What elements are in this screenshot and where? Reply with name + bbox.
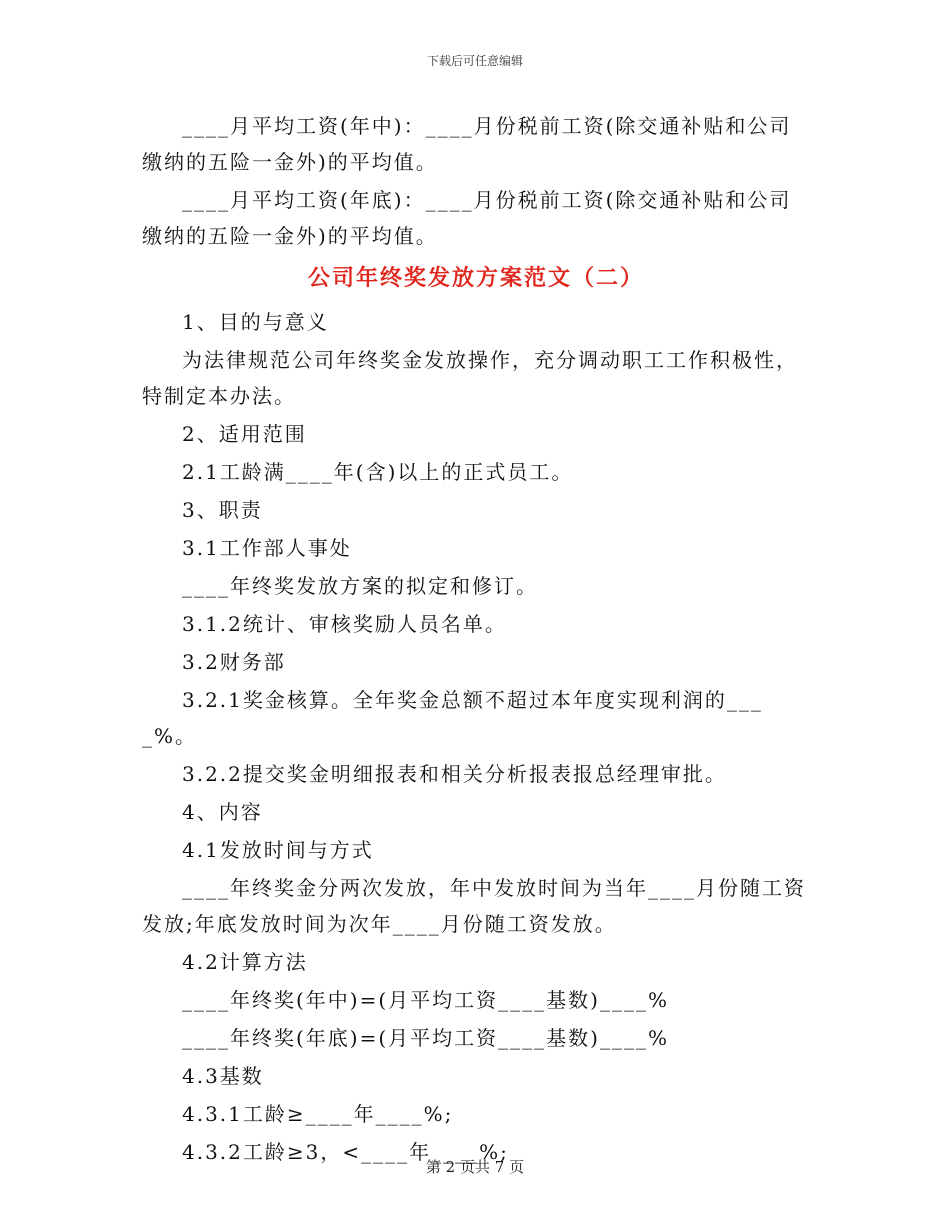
page-footer: 第 2 页共 7 页 [425, 1158, 525, 1176]
paragraph: 2.1工龄满____年(含)以上的正式员工。 [182, 460, 574, 484]
paragraph: 4.3.1工龄≥____年____%; [182, 1102, 454, 1126]
paragraph: 3.1工作部人事处 [182, 536, 352, 560]
page-header: 下载后可任意编辑 [426, 54, 523, 68]
paragraph: ____年终奖(年中)=(月平均工资____基数)____% [182, 988, 669, 1012]
heading-content: 4、内容 [182, 800, 263, 824]
section-title: 公司年终奖发放方案范文（二） [307, 265, 644, 291]
paragraph: ____年终奖(年底)=(月平均工资____基数)____% [182, 1026, 669, 1050]
paragraph: ____年终奖发放方案的拟定和修订。 [182, 574, 538, 598]
paragraph: 3.1.2统计、审核奖励人员名单。 [182, 612, 507, 636]
heading-duties: 3、职责 [182, 498, 263, 522]
paragraph: ____年终奖金分两次发放，年中发放时间为当年____月份随工资发放;年底发放时间为次年____月份随工资发放。 [142, 876, 806, 936]
paragraph: 为法律规范公司年终奖金发放操作，充分调动职工工作积极性，特制定本办法。 [142, 348, 798, 408]
paragraph: 4.3基数 [182, 1064, 264, 1088]
paragraph: 4.1发放时间与方式 [182, 838, 374, 862]
paragraph: 3.2.2提交奖金明细报表和相关分析报表报总经理审批。 [182, 762, 727, 786]
paragraph: ____月平均工资(年底)：____月份税前工资(除交通补贴和公司缴纳的五险一金外)的平均值。 [142, 188, 792, 248]
paragraph: 3.2.1奖金核算。全年奖金总额不超过本年度实现利润的____%。 [142, 688, 763, 748]
paragraph: ____月平均工资(年中)：____月份税前工资(除交通补贴和公司缴纳的五险一金外)的平均值。 [142, 114, 792, 174]
heading-scope: 2、适用范围 [182, 422, 307, 446]
heading-purpose: 1、目的与意义 [182, 310, 329, 334]
document-body [142, 108, 810, 1172]
paragraph: 4.3.2工龄≥3，<____年____%; [182, 1140, 509, 1164]
paragraph: 4.2计算方法 [182, 950, 308, 974]
paragraph: 3.2财务部 [182, 650, 286, 674]
